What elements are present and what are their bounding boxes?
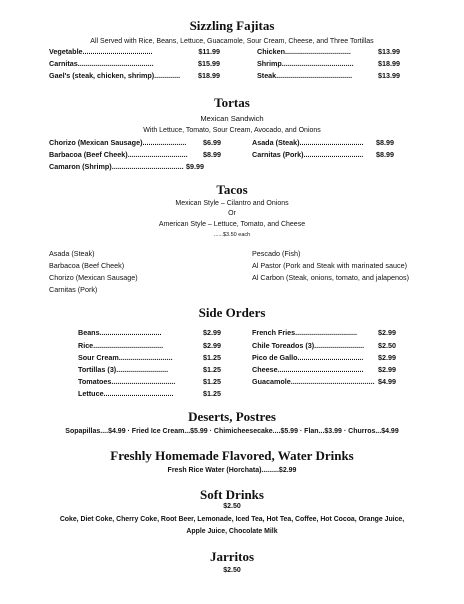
soft-drinks-list-2: Apple Juice, Chocolate Milk xyxy=(186,528,278,535)
taco-item: Asada (Steak) xyxy=(49,249,95,258)
tacos-price: ......$3.50 each xyxy=(213,232,251,238)
fajitas-item: Vegetable................................... $11.99 xyxy=(49,47,220,56)
tacos-or: Or xyxy=(228,210,236,217)
fajitas-item: Gael's (steak, chicken, shrimp)............. $18.99 xyxy=(49,71,220,80)
tortas-item: Camaron (Shrimp).................................... $9.99 xyxy=(49,162,204,171)
soft-drinks-price: $2.50 xyxy=(223,503,241,510)
fajitas-item: Shrimp.................................... $18.99 xyxy=(257,59,400,68)
fajitas-item: Steak...................................... $13.99 xyxy=(257,71,400,80)
fajitas-item: Carnitas...................................... $15.99 xyxy=(49,59,220,68)
taco-item: Al Carbon (Steak, onions, tomato, and jalapenos) xyxy=(252,273,410,282)
tortas-subtitle: Mexican Sandwich xyxy=(200,114,264,123)
drinks-line: Fresh Rice Water (Horchata).........$2.99 xyxy=(167,467,297,474)
soft-drinks-title: Soft Drinks xyxy=(200,487,264,502)
side-item: Pico de Gallo................................. $2.99 xyxy=(252,353,396,362)
side-item: Cheese........................................... $2.99 xyxy=(252,365,396,374)
soft-drinks-list: Coke, Diet Coke, Cherry Coke, Root Beer, Lemonade, Iced Tea, Hot Tea, Coffee, Hot Cocoa, Orange Juice, xyxy=(59,516,405,523)
side-item: Beans............................... $2.99 xyxy=(78,328,221,337)
taco-item: Al Pastor (Pork and Steak with marinated sauce) xyxy=(252,261,408,270)
side-item: Guacamole.......................................... $4.99 xyxy=(252,377,396,386)
taco-item: Pescado (Fish) xyxy=(252,249,301,258)
drinks-title: Freshly Homemade Flavored, Water Drinks xyxy=(110,448,354,463)
fajitas-subtitle: All Served with Rice, Beans, Lettuce, Guacamole, Sour Cream, Cheese, and Three Tortillas xyxy=(90,38,374,45)
taco-item: Carnitas (Pork) xyxy=(49,285,98,294)
sides-title: Side Orders xyxy=(198,305,266,320)
tortas-item: Barbacoa (Beef Cheek).............................. $8.99 xyxy=(49,150,221,159)
tortas-item: Carnitas (Pork).............................. $8.99 xyxy=(252,150,394,159)
side-item: Lettuce................................... $1.25 xyxy=(78,389,221,398)
tacos-style-mexican: Mexican Style – Cilantro and Onions xyxy=(175,200,289,207)
taco-item: Chorizo (Mexican Sausage) xyxy=(49,273,138,282)
tortas-item: Asada (Steak)................................ $8.99 xyxy=(252,138,394,147)
fajitas-item: Chicken................................. $13.99 xyxy=(257,47,400,56)
jarritos-price: $2.50 xyxy=(223,567,241,574)
side-item: Tomatoes................................ $1.25 xyxy=(78,377,221,386)
deserts-title: Deserts, Postres xyxy=(188,409,276,424)
taco-item: Barbacoa (Beef Cheek) xyxy=(49,261,125,270)
side-item: Tortillas (3).......................... $1.25 xyxy=(78,365,221,374)
fajitas-title: Sizzling Fajitas xyxy=(189,18,275,33)
tortas-title: Tortas xyxy=(214,95,250,110)
jarritos-title: Jarritos xyxy=(209,549,255,564)
side-item: Sour Cream........................... $1.25 xyxy=(78,353,221,362)
tortas-item: Chorizo (Mexican Sausage)...................... $6.99 xyxy=(49,138,221,147)
side-item: Rice................................... $2.99 xyxy=(78,341,221,350)
deserts-line: Sopapillas....$4.99 · Fried Ice Cream...$5.99 · Chimicheesecake....$5.99 · Flan...$3.99 · Churros...$4.99 xyxy=(65,428,399,435)
tortas-note: With Lettuce, Tomato, Sour Cream, Avocado, and Onions xyxy=(143,127,321,134)
side-item: Chile Toreados (3)......................... $2.50 xyxy=(252,341,396,350)
tacos-title: Tacos xyxy=(216,182,248,197)
tacos-style-american: American Style – Lettuce, Tomato, and Cheese xyxy=(158,221,306,228)
side-item: French Fries............................... $2.99 xyxy=(252,328,396,337)
